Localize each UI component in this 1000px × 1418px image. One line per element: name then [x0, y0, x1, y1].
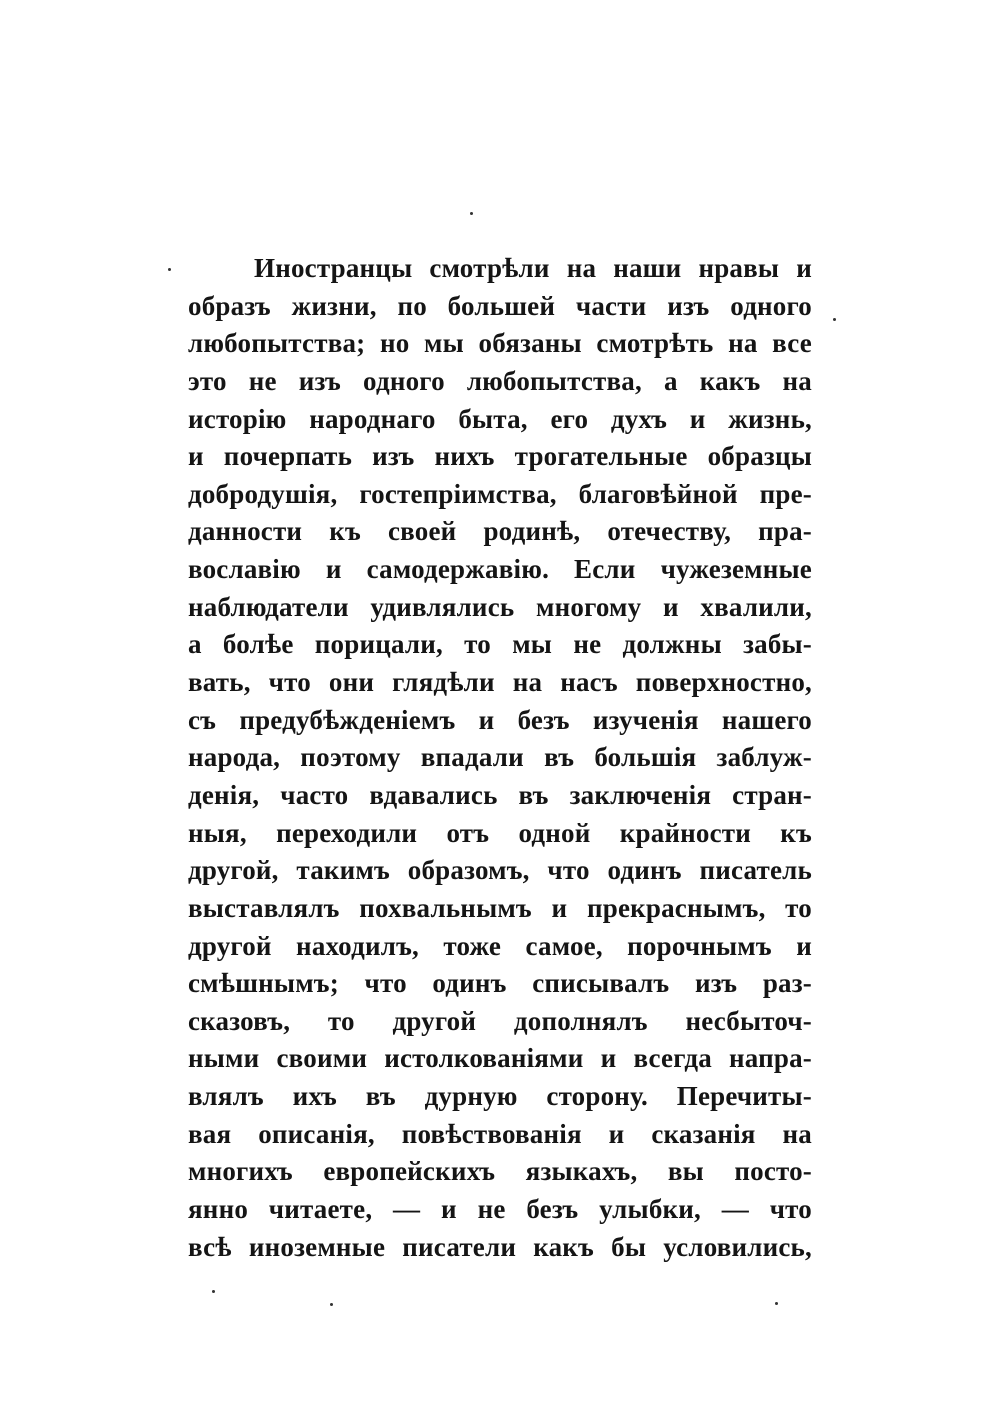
- text-line: выставлялъ похвальнымъ и прекраснымъ, то: [188, 892, 812, 923]
- scan-speck: [470, 212, 473, 215]
- text-line: янно читаете, — и не безъ улыбки, — что: [188, 1194, 812, 1225]
- text-line: сказовъ, то другой дополнялъ несбыточ-: [188, 1005, 812, 1036]
- text-line: народа, поэтому впадали въ большія заблуж-: [188, 742, 812, 773]
- scan-speck: [212, 1290, 215, 1293]
- text-line: добродушія, гостепріимства, благовѣйной пре-: [188, 478, 812, 509]
- text-line: образъ жизни, по большей части изъ одного: [188, 290, 812, 321]
- text-line: вать, что они глядѣли на насъ поверхностно,: [188, 667, 812, 698]
- text-line: другой, такимъ образомъ, что одинъ писатель: [188, 855, 812, 886]
- body-paragraph: [188, 250, 812, 1266]
- text-line: вая описанія, повѣствованія и сказанія на: [188, 1118, 812, 1149]
- text-line: данности къ своей родинѣ, отечеству, пра-: [188, 516, 812, 547]
- scan-speck: [833, 318, 836, 321]
- text-line: а болѣе порицали, то мы не должны забы-: [188, 629, 812, 660]
- scan-speck: [330, 1303, 333, 1306]
- text-line: многихъ европейскихъ языкахъ, вы посто-: [188, 1156, 812, 1187]
- text-line: смѣшнымъ; что одинъ списывалъ изъ раз-: [188, 968, 812, 999]
- text-line: вославію и самодержавію. Если чужеземные: [188, 554, 812, 585]
- text-line: наблюдатели удивлялись многому и хвалили,: [188, 591, 812, 622]
- text-line: съ предубѣжденіемъ и безъ изученія нашего: [188, 704, 812, 735]
- text-line: любопытства; но мы обязаны смотрѣть на все: [188, 328, 812, 359]
- text-line: ныя, переходили отъ одной крайности къ: [188, 817, 812, 848]
- text-line: влялъ ихъ въ дурную сторону. Перечиты-: [188, 1081, 812, 1112]
- text-line: и почерпать изъ нихъ трогательные образцы: [188, 441, 812, 472]
- scan-speck: [168, 268, 171, 271]
- text-line: ными своими истолкованіями и всегда напра-: [188, 1043, 812, 1074]
- text-line: другой находилъ, тоже самое, порочнымъ и: [188, 930, 812, 961]
- text-line: всѣ иноземные писатели какъ бы условились,: [188, 1231, 812, 1262]
- text-line: Иностранцы смотрѣли на наши нравы и: [254, 253, 812, 283]
- scan-speck: [775, 1302, 778, 1305]
- text-line: это не изъ одного любопытства, а какъ на: [188, 365, 812, 396]
- text-line: исторію народнаго быта, его духъ и жизнь,: [188, 403, 812, 434]
- text-line: денія, часто вдавались въ заключенія стран-: [188, 779, 812, 810]
